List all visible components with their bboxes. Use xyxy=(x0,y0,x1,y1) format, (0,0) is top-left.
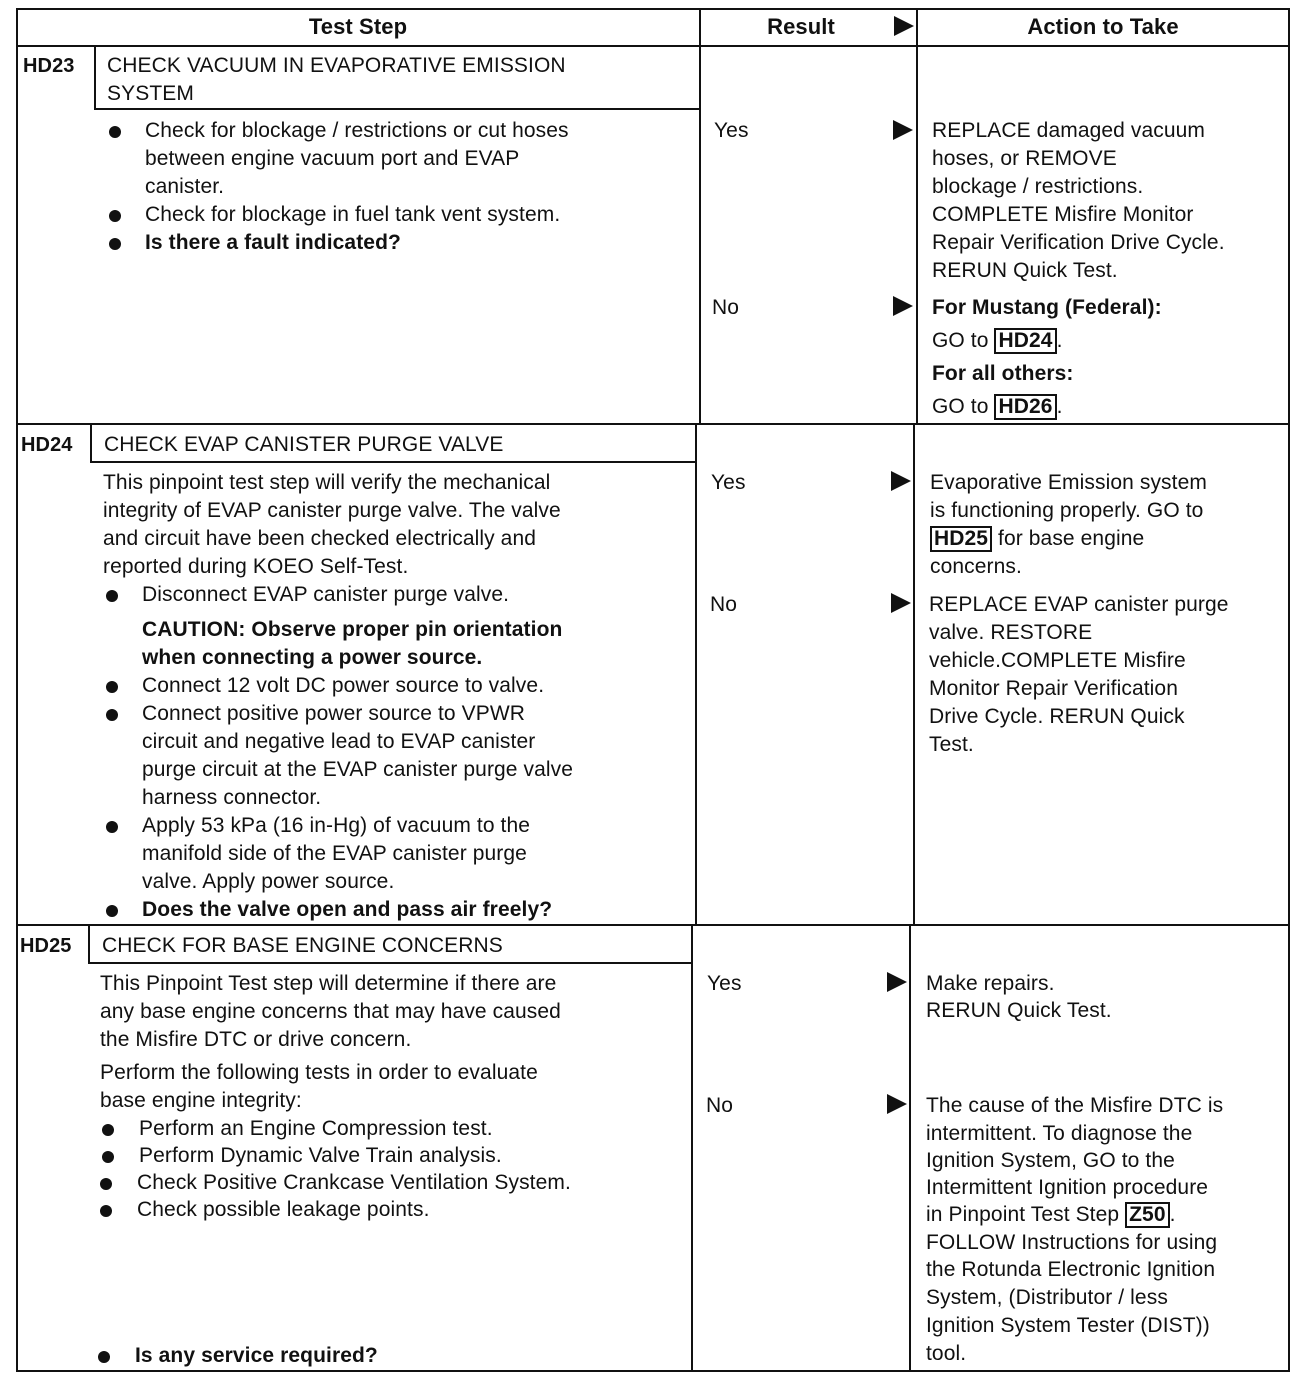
hd24-no-action: Drive Cycle. RERUN Quick xyxy=(929,705,1185,728)
hd24-caution-2: when connecting a power source. xyxy=(142,646,483,669)
hd24-no-action: Test. xyxy=(929,733,974,756)
table-border-top xyxy=(16,8,1290,10)
hd24-step-1: Disconnect EVAP canister purge valve. xyxy=(142,583,510,606)
hd24-title-underline xyxy=(90,461,696,463)
hd25-no-action-ref-line xyxy=(926,1201,1176,1229)
period: . xyxy=(1056,329,1063,352)
hd23-body-line: Check for blockage / restrictions or cut hoses xyxy=(145,119,569,142)
bullet-icon xyxy=(100,1205,112,1217)
table-border-left xyxy=(16,8,18,1372)
header-test-step: Test Step xyxy=(308,14,408,39)
hd25-no-action: Ignition System Tester (DIST)) xyxy=(926,1314,1210,1337)
col-divider-action-1 xyxy=(916,8,918,424)
hd24-yes-action: is functioning properly. GO to xyxy=(930,499,1204,522)
hd24-yes-action-ref-line xyxy=(930,525,1144,553)
hd24-step-4: Apply 53 kPa (16 in-Hg) of vacuum to the xyxy=(142,814,531,837)
bullet-icon xyxy=(106,681,118,693)
arrow-right-icon xyxy=(887,972,907,992)
hd25-no-label: No xyxy=(706,1094,734,1117)
hd25-bullet: Check possible leakage points. xyxy=(137,1198,430,1221)
bullet-icon xyxy=(100,1178,112,1190)
hd23-no-goto-1 xyxy=(932,327,1063,355)
hd24-step-3: harness connector. xyxy=(142,786,322,809)
bullet-icon xyxy=(106,905,118,917)
hd25-question: Is any service required? xyxy=(135,1344,378,1367)
hd25-code-divider xyxy=(88,924,90,964)
arrow-right-icon xyxy=(891,593,911,613)
period: . xyxy=(1056,395,1063,418)
hd23-body-line: canister. xyxy=(145,175,225,198)
hd23-no-others: For all others: xyxy=(932,362,1074,385)
hd25-intro-line: This Pinpoint Test step will determine if there are xyxy=(100,972,557,995)
hd23-title: CHECK VACUUM IN EVAPORATIVE EMISSION xyxy=(107,54,566,77)
hd25-title-underline xyxy=(88,962,692,964)
hd24-step-2: Connect 12 volt DC power source to valve. xyxy=(142,674,545,697)
goto-text: GO to xyxy=(932,329,989,352)
hd23-yes-label: Yes xyxy=(714,119,749,142)
hd25-yes-label: Yes xyxy=(707,972,742,995)
hd25-yes-action: RERUN Quick Test. xyxy=(926,999,1112,1022)
ref-lead: in Pinpoint Test Step xyxy=(926,1203,1126,1226)
hd23-title-2: SYSTEM xyxy=(107,82,194,105)
hd23-yes-action: RERUN Quick Test. xyxy=(932,259,1118,282)
hd25-bullet: Check Positive Crankcase Ventilation System. xyxy=(137,1171,571,1194)
ref-z50-link[interactable]: Z50 xyxy=(1125,1202,1170,1228)
col-divider-action-3 xyxy=(909,925,911,1371)
hd25-no-action: Intermittent Ignition procedure xyxy=(926,1176,1209,1199)
header-divider xyxy=(16,45,1290,47)
row-divider-hd24 xyxy=(16,423,1290,425)
hd25-no-action: the Rotunda Electronic Ignition xyxy=(926,1258,1216,1281)
hd24-no-label: No xyxy=(710,593,738,616)
hd25-perform-line: base engine integrity: xyxy=(100,1089,302,1112)
hd23-body-line: Check for blockage in fuel tank vent system. xyxy=(145,203,561,226)
hd24-step-3: purge circuit at the EVAP canister purge valve xyxy=(142,758,574,781)
hd23-code: HD23 xyxy=(23,55,75,77)
bullet-icon xyxy=(98,1351,110,1363)
hd24-yes-label: Yes xyxy=(711,471,746,494)
bullet-icon xyxy=(109,126,121,138)
ref-hd24-link[interactable]: HD24 xyxy=(994,328,1056,354)
hd24-code: HD24 xyxy=(21,434,73,456)
period: . xyxy=(1169,1203,1176,1226)
hd25-code: HD25 xyxy=(20,935,72,957)
hd24-step-3: Connect positive power source to VPWR xyxy=(142,702,526,725)
hd24-intro-line: and circuit have been checked electrically and xyxy=(103,527,537,550)
col-divider-action-2 xyxy=(913,424,915,925)
col-divider-result-2 xyxy=(695,424,697,925)
hd24-no-action: vehicle.COMPLETE Misfire xyxy=(929,649,1186,672)
hd25-no-action: The cause of the Misfire DTC is xyxy=(926,1094,1224,1117)
header-result: Result xyxy=(767,14,835,39)
hd24-caution: CAUTION: Observe proper pin orientation xyxy=(142,618,563,641)
hd25-no-action: intermittent. To diagnose the xyxy=(926,1122,1193,1145)
hd23-question: Is there a fault indicated? xyxy=(145,231,401,254)
hd25-bullet: Perform Dynamic Valve Train analysis. xyxy=(139,1144,502,1167)
col-divider-result-1 xyxy=(699,8,701,424)
hd25-intro-line: any base engine concerns that may have caused xyxy=(100,1000,561,1023)
hd25-yes-action: Make repairs. xyxy=(926,972,1055,995)
hd24-yes-action: concerns. xyxy=(930,555,1022,578)
ref-hd26-link[interactable]: HD26 xyxy=(994,394,1056,420)
arrow-right-icon xyxy=(893,120,913,140)
hd25-no-action: FOLLOW Instructions for using xyxy=(926,1231,1218,1254)
bullet-icon xyxy=(106,590,118,602)
ref-tail: for base engine xyxy=(992,527,1145,550)
col-divider-result-3 xyxy=(691,925,693,1371)
hd24-step-4: valve. Apply power source. xyxy=(142,870,395,893)
hd25-bullet: Perform an Engine Compression test. xyxy=(139,1117,493,1140)
bullet-icon xyxy=(109,238,121,250)
hd24-question: Does the valve open and pass air freely? xyxy=(142,898,553,921)
arrow-right-icon xyxy=(891,471,911,491)
hd23-yes-action: COMPLETE Misfire Monitor xyxy=(932,203,1194,226)
hd24-code-divider xyxy=(90,423,92,463)
hd23-yes-action: hoses, or REMOVE xyxy=(932,147,1117,170)
table-border-right xyxy=(1288,8,1290,1372)
hd24-intro-line: This pinpoint test step will verify the mechanical xyxy=(103,471,551,494)
header-arrow-icon xyxy=(894,16,914,36)
hd25-intro-line: the Misfire DTC or drive concern. xyxy=(100,1028,412,1051)
hd24-no-action: Monitor Repair Verification xyxy=(929,677,1178,700)
hd23-title-underline xyxy=(94,108,700,110)
hd24-intro-line: reported during KOEO Self-Test. xyxy=(103,555,409,578)
bullet-icon xyxy=(102,1124,114,1136)
hd23-no-mustang: For Mustang (Federal): xyxy=(932,296,1162,319)
hd23-no-label: No xyxy=(712,296,740,319)
row-divider-hd25 xyxy=(16,924,1290,926)
bullet-icon xyxy=(106,821,118,833)
bullet-icon xyxy=(109,210,121,222)
hd23-body-line: between engine vacuum port and EVAP xyxy=(145,147,520,170)
hd24-no-action: REPLACE EVAP canister purge xyxy=(929,593,1229,616)
hd24-title: CHECK EVAP CANISTER PURGE VALVE xyxy=(104,433,504,456)
ref-hd25-link[interactable]: HD25 xyxy=(930,526,992,552)
hd24-step-4: manifold side of the EVAP canister purge xyxy=(142,842,527,865)
arrow-right-icon xyxy=(887,1094,907,1114)
hd25-title: CHECK FOR BASE ENGINE CONCERNS xyxy=(102,934,503,957)
hd25-no-action: tool. xyxy=(926,1342,967,1365)
hd23-yes-action: REPLACE damaged vacuum xyxy=(932,119,1206,142)
hd25-no-action: System, (Distributor / less xyxy=(926,1286,1168,1309)
hd25-no-action: Ignition System, GO to the xyxy=(926,1149,1175,1172)
goto-text: GO to xyxy=(932,395,989,418)
arrow-right-icon xyxy=(893,296,913,316)
bullet-icon xyxy=(102,1151,114,1163)
hd24-intro-line: integrity of EVAP canister purge valve. The valve xyxy=(103,499,561,522)
hd24-step-3: circuit and negative lead to EVAP canister xyxy=(142,730,536,753)
bullet-icon xyxy=(106,709,118,721)
hd25-perform-line: Perform the following tests in order to evaluate xyxy=(100,1061,538,1084)
hd24-no-action: valve. RESTORE xyxy=(929,621,1093,644)
hd23-code-divider xyxy=(94,45,96,110)
header-action: Action to Take xyxy=(1027,14,1179,39)
hd23-yes-action: blockage / restrictions. xyxy=(932,175,1144,198)
table-border-bottom xyxy=(16,1370,1290,1372)
hd23-yes-action: Repair Verification Drive Cycle. xyxy=(932,231,1225,254)
hd24-yes-action: Evaporative Emission system xyxy=(930,471,1207,494)
hd23-no-goto-2 xyxy=(932,393,1063,421)
